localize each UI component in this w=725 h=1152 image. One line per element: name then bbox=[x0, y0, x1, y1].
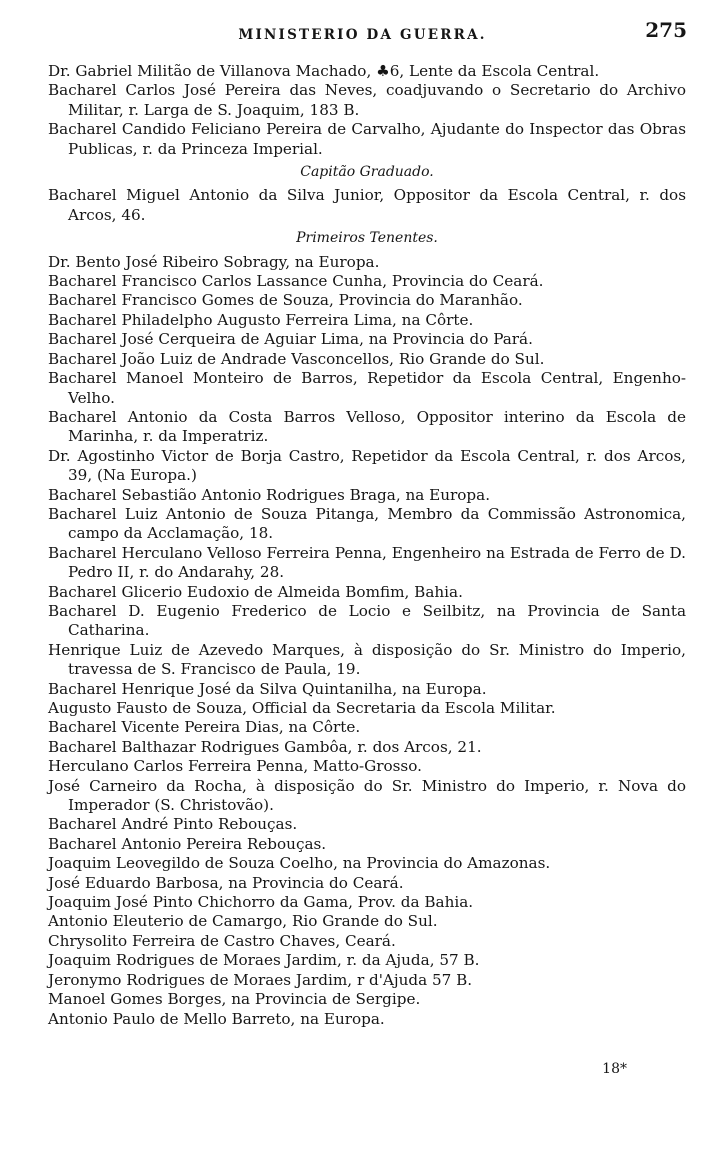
entry: Bacharel Carlos José Pereira das Neves, coadjuvando o Secretario do Archivo Militar, r. Larga de S. Joaquim, 183 B. bbox=[48, 81, 686, 119]
entry: Joaquim Leovegildo de Souza Coelho, na Provincia do Amazonas. bbox=[48, 854, 551, 873]
entry: Bacharel Philadelpho Augusto Ferreira Lima, na Côrte. bbox=[48, 310, 474, 329]
entry: Bacharel D. Eugenio Frederico de Locio e Seilbitz, na Provincia de Santa Catharina. bbox=[48, 601, 686, 640]
entry: Bacharel Glicerio Eudoxio de Almeida Bomfim, Bahia. bbox=[48, 582, 463, 601]
entry: Bacharel Luiz Antonio de Souza Pitanga, Membro da Commissão Astronomica, campo da Acclamação, 18. bbox=[48, 504, 686, 543]
entry: Henrique Luiz de Azevedo Marques, à disposição do Sr. Ministro do Imperio, travessa de S. Francisco de Paula, 19. bbox=[48, 640, 686, 679]
entry: Bacharel Antonio da Costa Barros Velloso, Oppositor interino da Escola de Marinha, r. da Imperatriz. bbox=[48, 407, 686, 446]
entry: Bacharel José Cerqueira de Aguiar Lima, na Provincia do Pará. bbox=[48, 330, 533, 349]
entry: Bacharel Vicente Pereira Dias, na Côrte. bbox=[48, 718, 361, 737]
page-number: 275 bbox=[645, 18, 687, 42]
entries-before bbox=[48, 62, 686, 159]
entries-primeiros bbox=[48, 253, 686, 1029]
running-title: MINISTERIO DA GUERRA. bbox=[238, 27, 487, 43]
signature-mark: 18* bbox=[602, 1061, 627, 1077]
entry: Antonio Eleuterio de Camargo, Rio Grande do Sul. bbox=[48, 912, 438, 931]
entry: Joaquim Rodrigues de Moraes Jardim, r. da Ajuda, 57 B. bbox=[48, 951, 480, 970]
entry: Bacharel Candido Feliciano Pereira de Carvalho, Ajudante do Inspector das Obras Publicas, r. da Princeza Imperial. bbox=[48, 120, 686, 158]
page-header bbox=[0, 18, 725, 48]
entry: Dr. Bento José Ribeiro Sobragy, na Europa. bbox=[48, 252, 380, 271]
entry: Chrysolito Ferreira de Castro Chaves, Ceará. bbox=[48, 931, 396, 950]
entry: Bacharel Henrique José da Silva Quintanilha, na Europa. bbox=[48, 679, 487, 698]
entry-list bbox=[48, 62, 686, 1029]
entry: Joaquim José Pinto Chichorro da Gama, Prov. da Bahia. bbox=[48, 893, 474, 912]
entry: Bacharel André Pinto Rebouças. bbox=[48, 815, 298, 834]
entry: Bacharel Manoel Monteiro de Barros, Repetidor da Escola Central, Engenho-Velho. bbox=[48, 369, 686, 407]
entry: Herculano Carlos Ferreira Penna, Matto-Grosso. bbox=[48, 757, 422, 776]
entry: Bacharel Herculano Velloso Ferreira Penna, Engenheiro na Estrada de Ferro de D. Pedro II, r. do Andarahy, 28. bbox=[48, 543, 686, 582]
entry: Bacharel Francisco Gomes de Souza, Provincia do Maranhão. bbox=[48, 291, 523, 310]
entry: Bacharel Miguel Antonio da Silva Junior, Oppositor da Escola Central, r. dos Arcos, 46. bbox=[48, 186, 686, 224]
entry: José Eduardo Barbosa, na Provincia do Ceará. bbox=[48, 873, 404, 892]
entry: Dr. Agostinho Victor de Borja Castro, Repetidor da Escola Central, r. dos Arcos, 39, (Na Europa.) bbox=[48, 446, 686, 485]
entry: Augusto Fausto de Souza, Official da Secretaria da Escola Militar. bbox=[48, 699, 556, 717]
entries-capitao bbox=[48, 186, 686, 225]
entry: Manoel Gomes Borges, na Provincia de Sergipe. bbox=[48, 990, 421, 1009]
entry: Bacharel Antonio Pereira Rebouças. bbox=[48, 834, 327, 853]
entry: José Carneiro da Rocha, à disposição do Sr. Ministro do Imperio, r. Nova do Imperador (S. Christovão). bbox=[48, 776, 686, 815]
entry: Bacharel Sebastião Antonio Rodrigues Braga, na Europa. bbox=[48, 485, 491, 504]
section-title-primeiros: Primeiros Tenentes. bbox=[296, 230, 438, 247]
entry: Antonio Paulo de Mello Barreto, na Europa. bbox=[48, 1009, 385, 1028]
section-title-capitao: Capitão Graduado. bbox=[300, 164, 434, 181]
entry: Dr. Gabriel Militão de Villanova Machado, ♣6, Lente da Escola Central. bbox=[48, 62, 600, 80]
entry: Bacharel João Luiz de Andrade Vasconcellos, Rio Grande do Sul. bbox=[48, 349, 545, 368]
entry: Bacharel Francisco Carlos Lassance Cunha, Provincia do Ceará. bbox=[48, 272, 544, 291]
entry: Jeronymo Rodrigues de Moraes Jardim, r d'Ajuda 57 B. bbox=[48, 970, 473, 989]
entry: Bacharel Balthazar Rodrigues Gambôa, r. dos Arcos, 21. bbox=[48, 737, 482, 756]
